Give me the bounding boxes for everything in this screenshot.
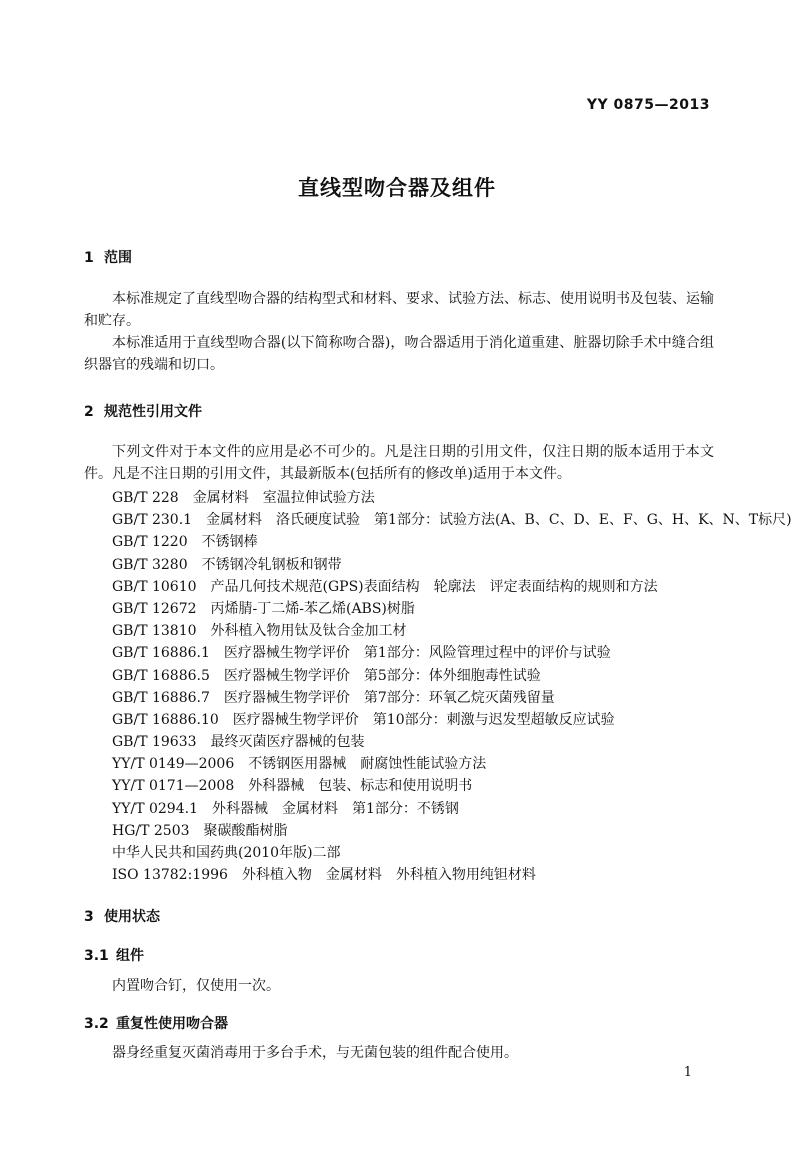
- reference-code: YY/T 0149—2006: [112, 756, 235, 773]
- reference-code: HG/T 2503: [112, 822, 190, 839]
- section-1-paragraph-2: 本标准适用于直线型吻合器(以下简称吻合器)，吻合器适用于消化道重建、脏器切除手术中缝合组织器官的残端和切口。: [84, 335, 714, 373]
- reference-code: 中华人民共和国药典(2010年版)二部: [112, 845, 341, 861]
- reference-title: 不锈钢棒: [201, 534, 258, 551]
- reference-item: [112, 820, 792, 842]
- reference-item: [112, 864, 792, 886]
- section-3-heading: [84, 906, 160, 926]
- reference-item: [112, 509, 792, 531]
- reference-item: [112, 576, 792, 598]
- reference-item: [112, 554, 792, 576]
- reference-code: GB/T 228: [112, 490, 179, 506]
- reference-item: [112, 687, 792, 709]
- reference-title: 金属材料 室温拉伸试验方法: [192, 490, 375, 506]
- reference-item: [112, 753, 792, 775]
- reference-code: GB/T 10610: [112, 578, 197, 595]
- reference-code: GB/T 16886.7: [112, 689, 210, 706]
- reference-title: 外科植入物 金属材料 外科植入物用纯钽材料: [241, 867, 536, 884]
- reference-item: [112, 598, 792, 620]
- reference-title: 聚碳酸酯树脂: [203, 822, 288, 839]
- reference-code: GB/T 16886.1: [112, 645, 210, 662]
- reference-item: [112, 487, 792, 509]
- reference-item: [112, 798, 792, 820]
- section-title: 规范性引用文件: [104, 404, 202, 420]
- reference-item: [112, 731, 792, 753]
- section-2-heading: [84, 401, 202, 421]
- normative-references-list: [112, 487, 792, 886]
- reference-item: [112, 620, 792, 642]
- reference-title: 外科器械 金属材料 第1部分：不锈钢: [211, 800, 459, 817]
- reference-title: 医疗器械生物学评价 第5部分：体外细胞毒性试验: [223, 667, 541, 684]
- section-number: 1: [84, 250, 94, 266]
- reference-code: GB/T 16886.5: [112, 667, 210, 684]
- reference-item: [112, 665, 792, 687]
- section-number: 3.1: [84, 948, 109, 964]
- reference-title: 医疗器械生物学评价 第1部分：风险管理过程中的评价与试验: [223, 645, 611, 662]
- reference-code: GB/T 3280: [112, 556, 188, 573]
- reference-code: GB/T 1220: [112, 534, 188, 551]
- reference-title: 外科植入物用钛及钛合金加工材: [210, 623, 407, 640]
- section-title: 使用状态: [104, 909, 160, 925]
- section-3-2-heading: [84, 1013, 228, 1033]
- reference-code: GB/T 13810: [112, 623, 197, 640]
- reference-code: GB/T 19633: [112, 734, 197, 751]
- reference-code: GB/T 16886.10: [112, 711, 219, 728]
- section-title: 重复性使用吻合器: [116, 1016, 228, 1032]
- page-title: 直线型吻合器及组件: [298, 176, 496, 200]
- section-title: 范围: [104, 250, 132, 266]
- reference-item: [112, 709, 792, 731]
- section-number: 3.2: [84, 1016, 109, 1032]
- reference-code: GB/T 12672: [112, 600, 197, 617]
- reference-item: [112, 642, 792, 664]
- reference-title: 外科器械 包装、标志和使用说明书: [248, 778, 473, 795]
- reference-title: 丙烯腈-丁二烯-苯乙烯(ABS)树脂: [210, 600, 415, 617]
- standard-code: YY 0875—2013: [586, 97, 710, 113]
- reference-code: YY/T 0171—2008: [112, 778, 235, 795]
- reference-code: GB/T 230.1: [112, 512, 193, 529]
- section-number: 3: [84, 909, 94, 925]
- section-3-1-heading: [84, 945, 144, 965]
- reference-title: 不锈钢冷轧钢板和钢带: [201, 556, 342, 573]
- reference-code: ISO 13782:1996: [112, 867, 228, 884]
- section-1-heading: [84, 247, 132, 267]
- reference-title: 医疗器械生物学评价 第10部分：刺激与迟发型超敏反应试验: [232, 711, 615, 728]
- page-number: 1: [683, 1065, 692, 1080]
- reference-title: 金属材料 洛氏硬度试验 第1部分：试验方法(A、B、C、D、E、F、G、H、K、N、T标尺): [206, 512, 792, 529]
- reference-title: 产品几何技术规范(GPS)表面结构 轮廓法 评定表面结构的规则和方法: [210, 578, 658, 595]
- section-2-intro: 下列文件对于本文件的应用是必不可少的。凡是注日期的引用文件，仅注日期的版本适用于本文件。凡是不注日期的引用文件，其最新版本(包括所有的修改单)适用于本文件。: [84, 444, 714, 482]
- reference-title: 最终灭菌医疗器械的包装: [210, 734, 365, 751]
- reference-title: 医疗器械生物学评价 第7部分：环氧乙烷灭菌残留量: [223, 689, 555, 706]
- section-1-paragraph-1: 本标准规定了直线型吻合器的结构型式和材料、要求、试验方法、标志、使用说明书及包装、运输和贮存。: [84, 291, 714, 329]
- section-3-2-text: 器身经重复灭菌消毒用于多台手术，与无菌包装的组件配合使用。: [112, 1045, 518, 1061]
- reference-item: [112, 531, 792, 553]
- section-3-1-text: 内置吻合钉，仅使用一次。: [112, 978, 280, 994]
- reference-item: [112, 775, 792, 797]
- section-number: 2: [84, 404, 94, 420]
- reference-title: 不锈钢医用器械 耐腐蚀性能试验方法: [248, 756, 487, 773]
- reference-code: YY/T 0294.1: [112, 800, 198, 817]
- section-title: 组件: [116, 948, 144, 964]
- reference-item: [112, 842, 792, 864]
